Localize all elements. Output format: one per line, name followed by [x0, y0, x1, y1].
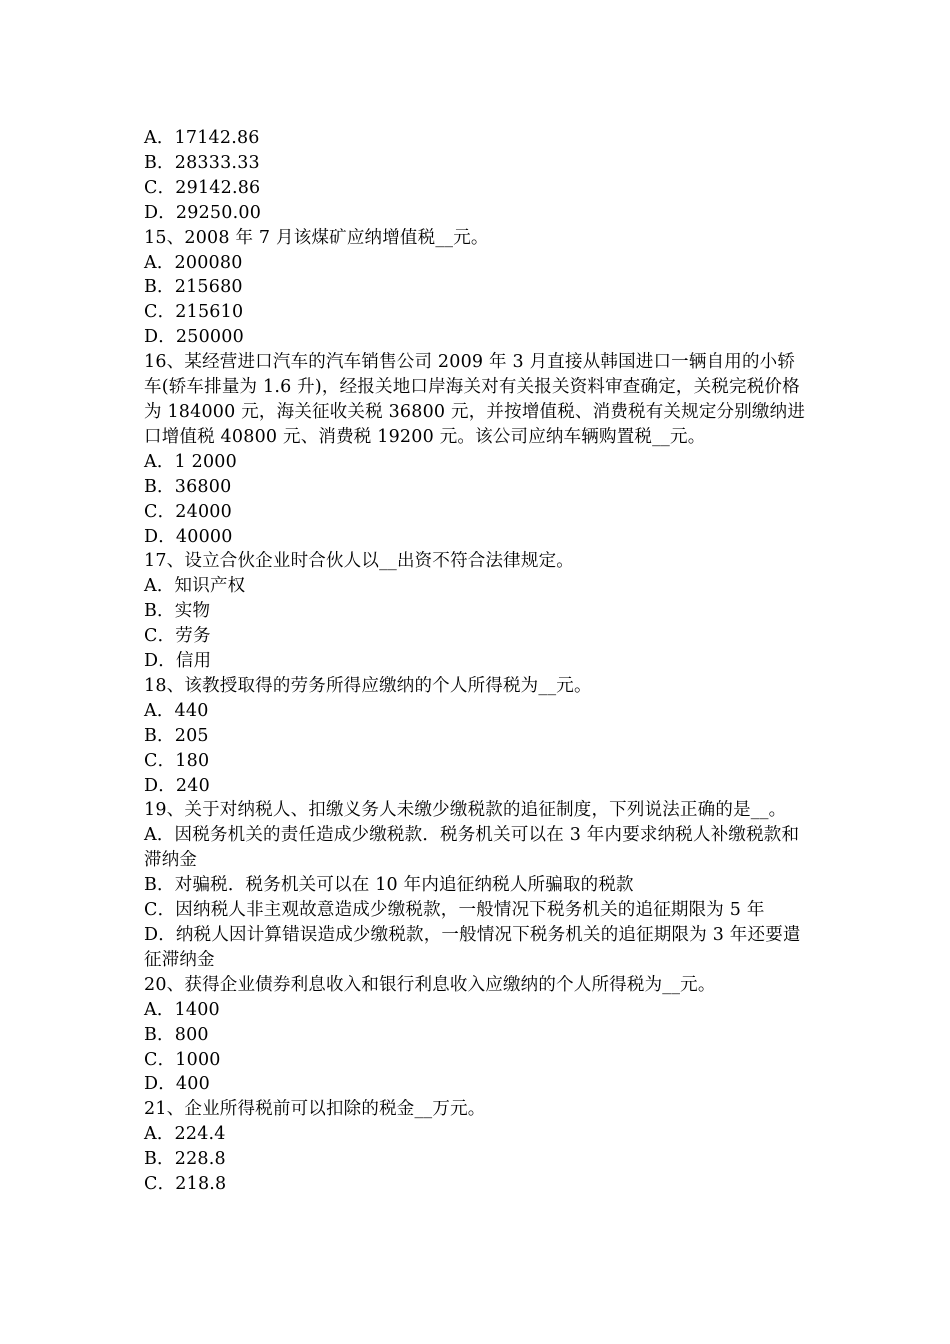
option-line: A．知识产权 — [144, 576, 246, 597]
question-21: 21、企业所得税前可以扣除的税金__万元。 — [144, 1099, 486, 1120]
option-line: D．纳税人因计算错误造成少缴税款，一般情况下税务机关的追征期限为 3 年还要遣征滞纳金 — [144, 925, 801, 970]
question-17: 17、设立合伙企业时合伙人以__出资不符合法律规定。 — [144, 551, 574, 572]
option-line: C．215610 — [144, 302, 244, 323]
option-line: B．800 — [144, 1024, 209, 1045]
document-body — [144, 126, 808, 1197]
option-line: D．40000 — [144, 526, 233, 547]
option-line: B．205 — [144, 725, 209, 746]
option-line: C．218.8 — [144, 1174, 227, 1195]
option-line: D．240 — [144, 775, 210, 796]
question-15: 15、2008 年 7 月该煤矿应纳增值税__元。 — [144, 227, 489, 248]
option-line: D．信用 — [144, 651, 212, 672]
option-line: B．228.8 — [144, 1149, 226, 1170]
option-line: C．29142.86 — [144, 177, 261, 198]
option-line: A．17142.86 — [144, 128, 260, 148]
option-line: A．440 — [144, 700, 209, 721]
option-line: B．28333.33 — [144, 152, 260, 173]
question-20: 20、获得企业债券利息收入和银行利息收入应缴纳的个人所得税为__元。 — [144, 974, 716, 995]
option-line: B．36800 — [144, 476, 232, 497]
option-line: C．因纳税人非主观故意造成少缴税款，一般情况下税务机关的追征期限为 5 年 — [144, 900, 765, 921]
question-16: 16、某经营进口汽车的汽车销售公司 2009 年 3 月直接从韩国进口一辆自用的小轿车(轿车排量为 1.6 升)，经报关地口岸海关对有关报关资料审查确定，关税完税价格为 184000 元，海关征收关税 36800 元，并按增值税、消费税有关规定分别缴纳进口增值税 40800 元、消费税 19200 元。该公司应纳车辆购置税__元。 — [144, 352, 806, 447]
option-line: C．180 — [144, 750, 210, 771]
option-line: C．24000 — [144, 501, 232, 522]
option-line: C．劳务 — [144, 626, 211, 647]
option-line: B．对骗税．税务机关可以在 10 年内追征纳税人所骗取的税款 — [144, 875, 634, 896]
option-line: D．29250.00 — [144, 202, 262, 223]
option-line: B．215680 — [144, 277, 243, 298]
option-line: D．250000 — [144, 327, 244, 348]
option-line: B．实物 — [144, 601, 211, 622]
option-line: A．因税务机关的责任造成少缴税款．税务机关可以在 3 年内要求纳税人补缴税款和滞纳金 — [144, 825, 800, 871]
option-line: A．224.4 — [144, 1124, 226, 1145]
option-line: D．400 — [144, 1074, 210, 1095]
question-19: 19、关于对纳税人、扣缴义务人未缴少缴税款的追征制度，下列说法正确的是__。 — [144, 800, 787, 821]
option-line: A．1400 — [144, 999, 220, 1020]
option-line: A．200080 — [144, 252, 243, 273]
option-line: C．1000 — [144, 1049, 221, 1070]
option-line: A．1 2000 — [144, 451, 237, 472]
question-18: 18、该教授取得的劳务所得应缴纳的个人所得税为__元。 — [144, 675, 592, 696]
